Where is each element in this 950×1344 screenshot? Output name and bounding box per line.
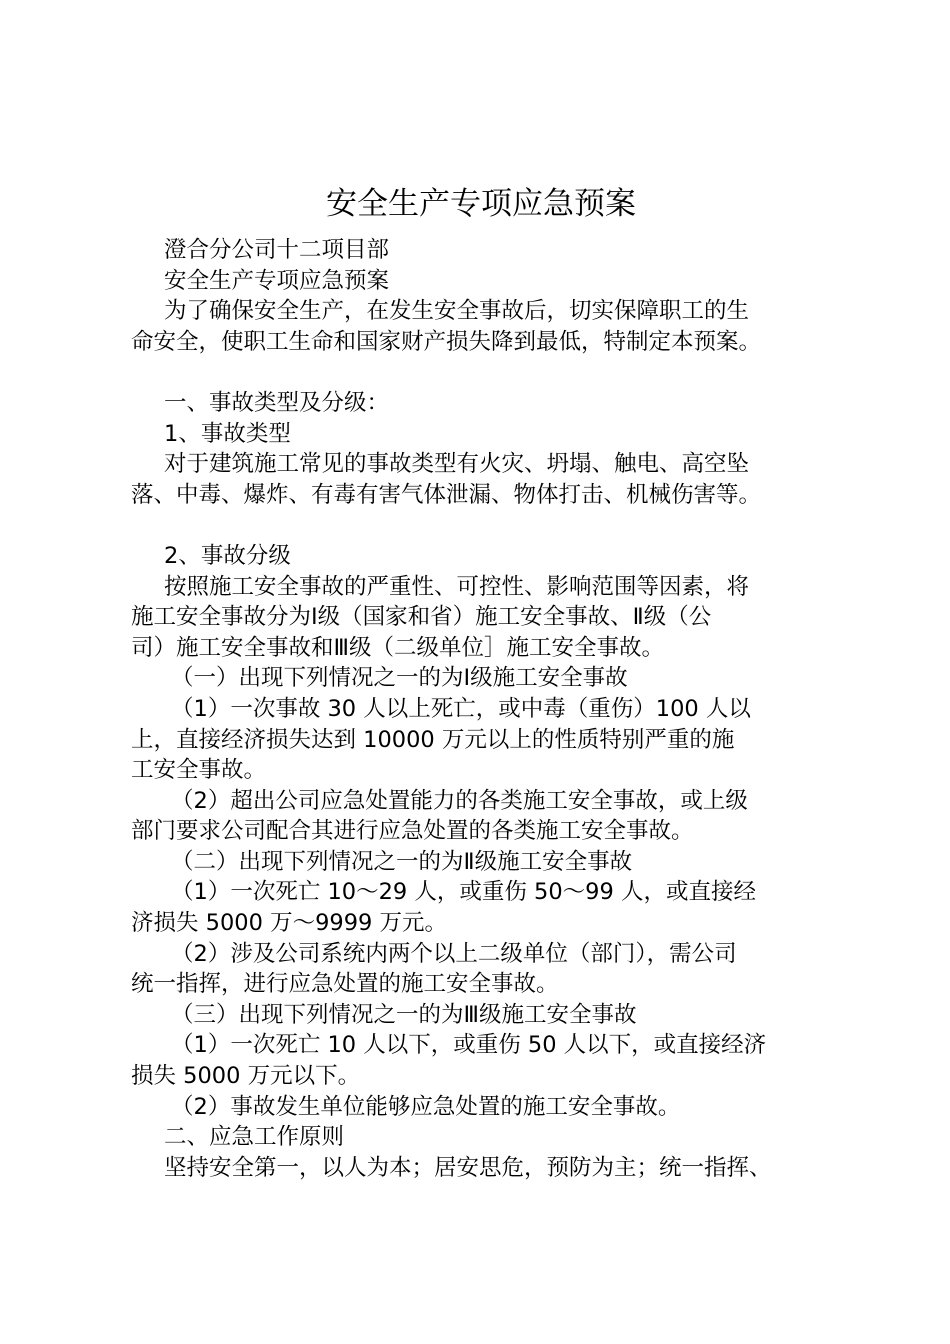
list-item-line: 工安全事故。: [131, 757, 267, 784]
level-heading: （三）出现下列情况之一的为Ⅲ级施工安全事故: [171, 1001, 637, 1028]
paragraph-line: 坚持安全第一，以人为本；居安思危，预防为主；统一指挥、: [164, 1154, 772, 1181]
subsection-heading: 1、事故类型: [164, 420, 291, 447]
list-item-line: 统一指挥，进行应急处置的施工安全事故。: [131, 971, 559, 998]
level-heading: （一）出现下列情况之一的为Ⅰ级施工安全事故: [171, 665, 628, 692]
list-item-line: （2）超出公司应急处置能力的各类施工安全事故，或上级: [171, 787, 748, 814]
list-item-line: （2）事故发生单位能够应急处置的施工安全事故。: [171, 1093, 681, 1120]
list-item-line: 损失 5000 万元以下。: [131, 1063, 361, 1090]
blank-line: [131, 510, 831, 541]
list-item-line: （1）一次死亡 10 人以下，或重伤 50 人以下，或直接经济: [171, 1032, 767, 1059]
paragraph-line: 对于建筑施工常见的事故类型有火灾、坍塌、触电、高空坠: [164, 451, 750, 478]
list-item-line: 上，直接经济损失达到 10000 万元以上的性质特别严重的施: [131, 726, 735, 753]
blank-line: [131, 357, 831, 388]
section-heading: 二、应急工作原则: [164, 1124, 345, 1151]
unit-name: 澄合分公司十二项目部: [164, 237, 390, 263]
paragraph-line: 落、中毒、爆炸、有毒有害气体泄漏、物体打击、机械伤害等。: [131, 481, 762, 508]
subsection-heading: 2、事故分级: [164, 542, 291, 569]
intro-line: 命安全，使职工生命和国家财产损失降到最低，特制定本预案。: [131, 328, 762, 355]
list-item-line: （1）一次事故 30 人以上死亡，或中毒（重伤）100 人以: [171, 695, 751, 722]
list-item-line: （1）一次死亡 10～29 人，或重伤 50～99 人，或直接经: [171, 879, 756, 906]
paragraph-line: 施工安全事故分为Ⅰ级（国家和省）施工安全事故、Ⅱ级（公: [131, 604, 712, 631]
section-heading: 一、事故类型及分级：: [164, 389, 390, 416]
paragraph-line: 按照施工安全事故的严重性、可控性、影响范围等因素，将: [164, 573, 750, 600]
document-page: [131, 178, 831, 1183]
list-item-line: 济损失 5000 万～9999 万元。: [131, 910, 447, 937]
intro-line: 为了确保安全生产，在发生安全事故后，切实保障职工的生: [164, 298, 750, 325]
paragraph-line: 司）施工安全事故和Ⅲ级（二级单位］施工安全事故。: [131, 634, 665, 661]
list-item-line: （2）涉及公司系统内两个以上二级单位（部门），需公司: [171, 940, 737, 967]
level-heading: （二）出现下列情况之一的为Ⅱ级施工安全事故: [171, 848, 633, 875]
plan-subtitle: 安全生产专项应急预案: [164, 267, 390, 294]
document-title: 安全生产专项应急预案: [326, 186, 636, 222]
list-item-line: 部门要求公司配合其进行应急处置的各类施工安全事故。: [131, 818, 694, 845]
